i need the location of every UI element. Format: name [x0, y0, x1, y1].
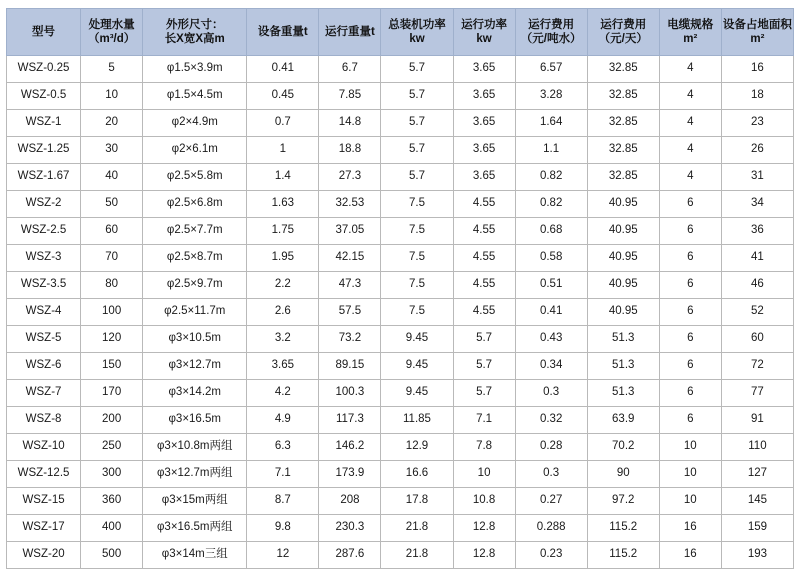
column-header-cost-per-ton — [515, 9, 587, 56]
cell-dimensions: φ3×16.5m两组 — [143, 515, 247, 542]
cell-cost-per-day: 115.2 — [587, 515, 659, 542]
cell-capacity: 300 — [81, 461, 143, 488]
cell-capacity: 60 — [81, 218, 143, 245]
cell-operating-weight: 42.15 — [319, 245, 381, 272]
cell-operating-weight: 173.9 — [319, 461, 381, 488]
column-header-cable-spec-line1: 电缆规格 — [667, 18, 714, 31]
cell-footprint: 159 — [721, 515, 793, 542]
cell-cost-per-day: 32.85 — [587, 56, 659, 83]
cell-footprint: 145 — [721, 488, 793, 515]
cell-dimensions: φ3×14m三组 — [143, 542, 247, 569]
cell-model: WSZ-6 — [7, 353, 81, 380]
cell-cost-per-ton: 0.58 — [515, 245, 587, 272]
cell-total-power: 11.85 — [381, 407, 453, 434]
cell-total-power: 7.5 — [381, 272, 453, 299]
cell-model: WSZ-2.5 — [7, 218, 81, 245]
cell-total-power: 7.5 — [381, 299, 453, 326]
cell-total-power: 7.5 — [381, 191, 453, 218]
cell-operating-weight: 18.8 — [319, 137, 381, 164]
cell-operating-power: 7.8 — [453, 434, 515, 461]
cell-equipment-weight: 3.2 — [247, 326, 319, 353]
cell-operating-power: 10 — [453, 461, 515, 488]
table-row — [7, 461, 794, 488]
cell-equipment-weight: 4.2 — [247, 380, 319, 407]
table-header-row — [7, 9, 794, 56]
cell-cost-per-day: 40.95 — [587, 272, 659, 299]
column-header-cable-spec-line2: m² — [683, 33, 698, 45]
cell-model: WSZ-7 — [7, 380, 81, 407]
cell-equipment-weight: 6.3 — [247, 434, 319, 461]
cell-model: WSZ-0.5 — [7, 83, 81, 110]
cell-capacity: 170 — [81, 380, 143, 407]
cell-equipment-weight: 9.8 — [247, 515, 319, 542]
cell-capacity: 250 — [81, 434, 143, 461]
cell-model: WSZ-1.67 — [7, 164, 81, 191]
column-header-model — [7, 9, 81, 56]
table-row — [7, 272, 794, 299]
cell-cable-spec: 6 — [659, 407, 721, 434]
cell-model: WSZ-10 — [7, 434, 81, 461]
cell-capacity: 120 — [81, 326, 143, 353]
cell-cost-per-ton: 0.27 — [515, 488, 587, 515]
cell-operating-power: 4.55 — [453, 245, 515, 272]
column-header-operating-power-line2: kw — [476, 33, 492, 45]
cell-model: WSZ-0.25 — [7, 56, 81, 83]
cell-equipment-weight: 1.75 — [247, 218, 319, 245]
cell-cost-per-day: 40.95 — [587, 191, 659, 218]
table-row — [7, 56, 794, 83]
table-row — [7, 380, 794, 407]
cell-cable-spec: 6 — [659, 272, 721, 299]
column-header-footprint-line1: 设备占地面积 — [722, 18, 792, 31]
table-row — [7, 245, 794, 272]
cell-total-power: 5.7 — [381, 164, 453, 191]
cell-equipment-weight: 1.95 — [247, 245, 319, 272]
cell-capacity: 5 — [81, 56, 143, 83]
cell-dimensions: φ1.5×3.9m — [143, 56, 247, 83]
cell-equipment-weight: 4.9 — [247, 407, 319, 434]
cell-dimensions: φ2.5×6.8m — [143, 191, 247, 218]
cell-capacity: 50 — [81, 191, 143, 218]
cell-total-power: 21.8 — [381, 542, 453, 569]
cell-cost-per-day: 32.85 — [587, 83, 659, 110]
cell-model: WSZ-15 — [7, 488, 81, 515]
cell-cable-spec: 4 — [659, 137, 721, 164]
cell-cable-spec: 6 — [659, 326, 721, 353]
cell-cost-per-day: 51.3 — [587, 326, 659, 353]
table-row — [7, 164, 794, 191]
cell-cost-per-ton: 0.68 — [515, 218, 587, 245]
column-header-cable-spec — [659, 9, 721, 56]
column-header-cost-per-ton-line1: 运行费用 — [528, 18, 575, 31]
cell-operating-weight: 27.3 — [319, 164, 381, 191]
cell-operating-weight: 100.3 — [319, 380, 381, 407]
table-row — [7, 353, 794, 380]
table-row — [7, 542, 794, 569]
cell-cost-per-ton: 0.34 — [515, 353, 587, 380]
cell-cable-spec: 10 — [659, 434, 721, 461]
cell-capacity: 200 — [81, 407, 143, 434]
cell-model: WSZ-4 — [7, 299, 81, 326]
cell-cable-spec: 10 — [659, 488, 721, 515]
cell-total-power: 9.45 — [381, 380, 453, 407]
cell-equipment-weight: 12 — [247, 542, 319, 569]
cell-footprint: 91 — [721, 407, 793, 434]
cell-footprint: 77 — [721, 380, 793, 407]
cell-capacity: 30 — [81, 137, 143, 164]
cell-cost-per-day: 51.3 — [587, 380, 659, 407]
cell-cable-spec: 16 — [659, 542, 721, 569]
table-row — [7, 83, 794, 110]
cell-cost-per-day: 63.9 — [587, 407, 659, 434]
cell-model: WSZ-3.5 — [7, 272, 81, 299]
cell-total-power: 5.7 — [381, 83, 453, 110]
cell-dimensions: φ2×6.1m — [143, 137, 247, 164]
cell-operating-weight: 37.05 — [319, 218, 381, 245]
cell-operating-weight: 287.6 — [319, 542, 381, 569]
cell-footprint: 52 — [721, 299, 793, 326]
cell-operating-power: 4.55 — [453, 272, 515, 299]
cell-footprint: 16 — [721, 56, 793, 83]
cell-capacity: 360 — [81, 488, 143, 515]
cell-equipment-weight: 0.7 — [247, 110, 319, 137]
cell-total-power: 12.9 — [381, 434, 453, 461]
cell-total-power: 16.6 — [381, 461, 453, 488]
cell-footprint: 193 — [721, 542, 793, 569]
cell-cost-per-ton: 6.57 — [515, 56, 587, 83]
column-header-operating-power-line1: 运行功率 — [461, 18, 508, 31]
cell-cost-per-ton: 0.41 — [515, 299, 587, 326]
cell-cable-spec: 6 — [659, 299, 721, 326]
cell-cable-spec: 10 — [659, 461, 721, 488]
column-header-equipment-weight-line1: 设备重量t — [257, 25, 308, 38]
table-row — [7, 407, 794, 434]
cell-operating-weight: 14.8 — [319, 110, 381, 137]
cell-model: WSZ-17 — [7, 515, 81, 542]
cell-operating-power: 12.8 — [453, 515, 515, 542]
cell-footprint: 60 — [721, 326, 793, 353]
cell-total-power: 5.7 — [381, 110, 453, 137]
cell-equipment-weight: 1.63 — [247, 191, 319, 218]
cell-dimensions: φ2.5×5.8m — [143, 164, 247, 191]
column-header-dimensions — [143, 9, 247, 56]
table-body — [7, 56, 794, 569]
column-header-dimensions-line1: 外形尺寸： — [165, 18, 224, 31]
cell-model: WSZ-5 — [7, 326, 81, 353]
cell-capacity: 100 — [81, 299, 143, 326]
cell-cable-spec: 4 — [659, 164, 721, 191]
cell-cable-spec: 6 — [659, 218, 721, 245]
cell-footprint: 127 — [721, 461, 793, 488]
column-header-total-power-line1: 总装机功率 — [388, 18, 446, 31]
cell-operating-weight: 57.5 — [319, 299, 381, 326]
cell-cost-per-day: 51.3 — [587, 353, 659, 380]
cell-footprint: 31 — [721, 164, 793, 191]
cell-capacity: 500 — [81, 542, 143, 569]
cell-dimensions: φ3×12.7m两组 — [143, 461, 247, 488]
cell-operating-power: 3.65 — [453, 56, 515, 83]
cell-dimensions: φ3×16.5m — [143, 407, 247, 434]
cell-model: WSZ-1 — [7, 110, 81, 137]
cell-operating-weight: 7.85 — [319, 83, 381, 110]
cell-operating-weight: 6.7 — [319, 56, 381, 83]
table-row — [7, 515, 794, 542]
cell-model: WSZ-12.5 — [7, 461, 81, 488]
cell-dimensions: φ3×12.7m — [143, 353, 247, 380]
cell-footprint: 34 — [721, 191, 793, 218]
column-header-cost-per-day-line2: （元/天） — [598, 33, 648, 45]
cell-capacity: 20 — [81, 110, 143, 137]
cell-capacity: 40 — [81, 164, 143, 191]
cell-operating-power: 4.55 — [453, 191, 515, 218]
column-header-operating-weight-line1: 运行重量t — [324, 25, 375, 38]
cell-operating-power: 12.8 — [453, 542, 515, 569]
cell-operating-weight: 230.3 — [319, 515, 381, 542]
cell-dimensions: φ3×10.5m — [143, 326, 247, 353]
cell-cost-per-day: 90 — [587, 461, 659, 488]
cell-model: WSZ-8 — [7, 407, 81, 434]
cell-operating-power: 3.65 — [453, 137, 515, 164]
cell-total-power: 5.7 — [381, 137, 453, 164]
table-row — [7, 218, 794, 245]
cell-dimensions: φ2.5×9.7m — [143, 272, 247, 299]
cell-total-power: 21.8 — [381, 515, 453, 542]
cell-model: WSZ-20 — [7, 542, 81, 569]
cell-capacity: 10 — [81, 83, 143, 110]
cell-cable-spec: 4 — [659, 110, 721, 137]
cell-total-power: 17.8 — [381, 488, 453, 515]
cell-cost-per-ton: 0.32 — [515, 407, 587, 434]
cell-cable-spec: 6 — [659, 380, 721, 407]
cell-cost-per-ton: 1.1 — [515, 137, 587, 164]
table-header — [7, 9, 794, 56]
cell-operating-weight: 146.2 — [319, 434, 381, 461]
cell-equipment-weight: 0.41 — [247, 56, 319, 83]
cell-model: WSZ-3 — [7, 245, 81, 272]
table-row — [7, 299, 794, 326]
cell-footprint: 18 — [721, 83, 793, 110]
cell-model: WSZ-2 — [7, 191, 81, 218]
cell-operating-weight: 89.15 — [319, 353, 381, 380]
cell-equipment-weight: 2.2 — [247, 272, 319, 299]
cell-dimensions: φ2.5×11.7m — [143, 299, 247, 326]
cell-total-power: 5.7 — [381, 56, 453, 83]
cell-equipment-weight: 7.1 — [247, 461, 319, 488]
cell-operating-power: 3.65 — [453, 83, 515, 110]
cell-cost-per-day: 40.95 — [587, 245, 659, 272]
cell-operating-weight: 208 — [319, 488, 381, 515]
table-row — [7, 488, 794, 515]
cell-cable-spec: 6 — [659, 245, 721, 272]
cell-equipment-weight: 2.6 — [247, 299, 319, 326]
cell-dimensions: φ2×4.9m — [143, 110, 247, 137]
column-header-operating-power — [453, 9, 515, 56]
cell-cable-spec: 4 — [659, 56, 721, 83]
table-row — [7, 137, 794, 164]
column-header-cost-per-day-line1: 运行费用 — [600, 18, 647, 31]
cell-footprint: 110 — [721, 434, 793, 461]
cell-cost-per-day: 115.2 — [587, 542, 659, 569]
column-header-equipment-weight — [247, 9, 319, 56]
cell-total-power: 7.5 — [381, 245, 453, 272]
cell-total-power: 7.5 — [381, 218, 453, 245]
cell-dimensions: φ2.5×8.7m — [143, 245, 247, 272]
cell-operating-power: 7.1 — [453, 407, 515, 434]
column-header-capacity-line2: （m³/d） — [87, 33, 136, 45]
cell-dimensions: φ3×15m两组 — [143, 488, 247, 515]
cell-cost-per-ton: 0.23 — [515, 542, 587, 569]
cell-operating-weight: 117.3 — [319, 407, 381, 434]
cell-equipment-weight: 3.65 — [247, 353, 319, 380]
column-header-footprint-line2: m² — [750, 33, 765, 45]
cell-cost-per-ton: 0.3 — [515, 380, 587, 407]
cell-cost-per-ton: 3.28 — [515, 83, 587, 110]
cell-footprint: 46 — [721, 272, 793, 299]
cell-cost-per-day: 40.95 — [587, 299, 659, 326]
cell-operating-power: 5.7 — [453, 380, 515, 407]
cell-operating-weight: 32.53 — [319, 191, 381, 218]
cell-operating-power: 3.65 — [453, 164, 515, 191]
cell-dimensions: φ3×10.8m两组 — [143, 434, 247, 461]
cell-cost-per-ton: 0.43 — [515, 326, 587, 353]
cell-cost-per-ton: 0.3 — [515, 461, 587, 488]
cell-model: WSZ-1.25 — [7, 137, 81, 164]
cell-cost-per-day: 97.2 — [587, 488, 659, 515]
column-header-model-line1: 型号 — [32, 25, 56, 38]
column-header-total-power-line2: kw — [409, 33, 425, 45]
cell-capacity: 150 — [81, 353, 143, 380]
cell-operating-power: 4.55 — [453, 299, 515, 326]
cell-operating-power: 4.55 — [453, 218, 515, 245]
cell-cost-per-ton: 0.82 — [515, 191, 587, 218]
column-header-cost-per-ton-line2: （元/吨水） — [520, 33, 582, 45]
cell-cable-spec: 6 — [659, 353, 721, 380]
cell-operating-power: 5.7 — [453, 326, 515, 353]
cell-equipment-weight: 1.4 — [247, 164, 319, 191]
cell-footprint: 36 — [721, 218, 793, 245]
cell-capacity: 80 — [81, 272, 143, 299]
cell-cable-spec: 16 — [659, 515, 721, 542]
cell-cost-per-ton: 0.51 — [515, 272, 587, 299]
cell-dimensions: φ2.5×7.7m — [143, 218, 247, 245]
equipment-spec-table — [6, 8, 794, 569]
cell-operating-weight: 73.2 — [319, 326, 381, 353]
cell-cost-per-day: 40.95 — [587, 218, 659, 245]
cell-total-power: 9.45 — [381, 326, 453, 353]
cell-footprint: 72 — [721, 353, 793, 380]
cell-cost-per-ton: 0.288 — [515, 515, 587, 542]
cell-cost-per-ton: 1.64 — [515, 110, 587, 137]
table-row — [7, 326, 794, 353]
cell-cost-per-ton: 0.82 — [515, 164, 587, 191]
cell-capacity: 400 — [81, 515, 143, 542]
cell-capacity: 70 — [81, 245, 143, 272]
column-header-cost-per-day — [587, 9, 659, 56]
cell-footprint: 26 — [721, 137, 793, 164]
cell-cable-spec: 4 — [659, 83, 721, 110]
cell-operating-power: 5.7 — [453, 353, 515, 380]
cell-cost-per-day: 32.85 — [587, 164, 659, 191]
cell-footprint: 41 — [721, 245, 793, 272]
cell-equipment-weight: 8.7 — [247, 488, 319, 515]
table-row — [7, 434, 794, 461]
cell-dimensions: φ3×14.2m — [143, 380, 247, 407]
cell-footprint: 23 — [721, 110, 793, 137]
cell-equipment-weight: 1 — [247, 137, 319, 164]
cell-cost-per-ton: 0.28 — [515, 434, 587, 461]
column-header-capacity — [81, 9, 143, 56]
cell-dimensions: φ1.5×4.5m — [143, 83, 247, 110]
cell-cable-spec: 6 — [659, 191, 721, 218]
table-row — [7, 110, 794, 137]
column-header-total-power — [381, 9, 453, 56]
cell-cost-per-day: 70.2 — [587, 434, 659, 461]
cell-cost-per-day: 32.85 — [587, 110, 659, 137]
cell-total-power: 9.45 — [381, 353, 453, 380]
cell-operating-power: 3.65 — [453, 110, 515, 137]
cell-operating-weight: 47.3 — [319, 272, 381, 299]
column-header-footprint — [721, 9, 793, 56]
column-header-operating-weight — [319, 9, 381, 56]
column-header-capacity-line1: 处理水量 — [88, 18, 135, 31]
cell-operating-power: 10.8 — [453, 488, 515, 515]
column-header-dimensions-line2: 长X宽X高m — [164, 33, 225, 45]
table-row — [7, 191, 794, 218]
cell-cost-per-day: 32.85 — [587, 137, 659, 164]
cell-equipment-weight: 0.45 — [247, 83, 319, 110]
